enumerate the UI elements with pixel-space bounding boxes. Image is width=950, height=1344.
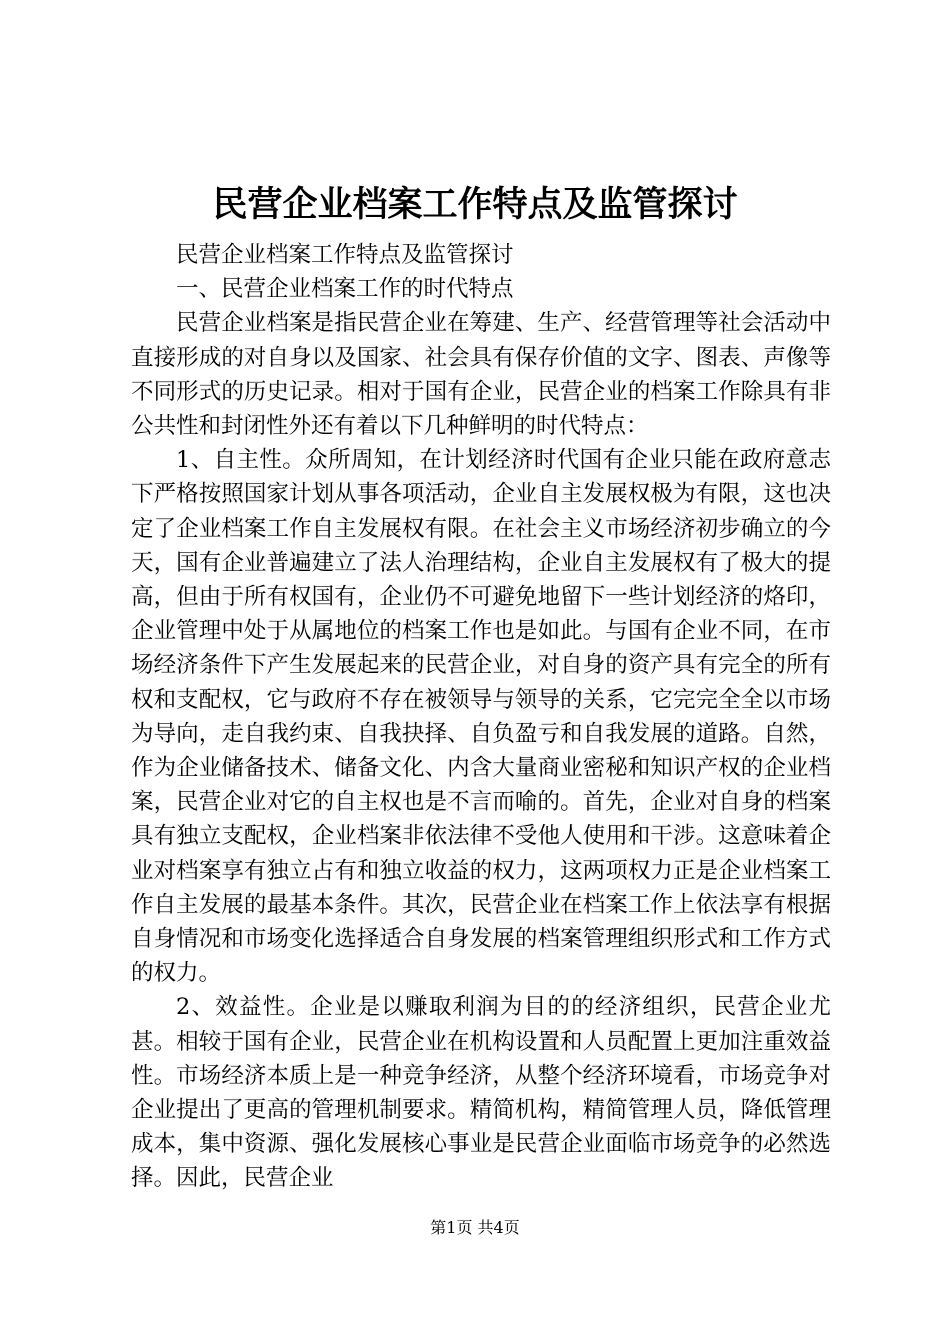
document-subtitle: 民营企业档案工作特点及监管探讨 — [176, 242, 514, 268]
page-number-footer: 第1页 共4页 — [430, 1218, 520, 1237]
section-heading: 一、民营企业档案工作的时代特点 — [176, 276, 514, 303]
document-body — [131, 238, 831, 1196]
document-title: 民营企业档案工作特点及监管探讨 — [212, 184, 738, 225]
paragraph-intro: 民营企业档案是指民营企业在筹建、生产、经营管理等社会活动中直接形成的对自身以及国家、社会具有保存价值的文字、图表、声像等不同形式的历史记录。相对于国有企业，民营企业的档案工作除具有非公共性和封闭性外还有着以下几种鲜明的时代特点： — [131, 310, 831, 440]
paragraph-efficiency: 2、效益性。企业是以赚取利润为目的的经济组织，民营企业尤甚。相较于国有企业，民营企业在机构设置和人员配置上更加注重效益性。市场经济本质上是一种竞争经济，从整个经济环境看，市场竞争对企业提出了更高的管理机制要求。精简机构，精简管理人员，降低管理成本，集中资源、强化发展核心事业是民营企业面临市场竞争的必然选择。因此，民营企业 — [131, 994, 831, 1192]
paragraph-autonomy: 1、自主性。众所周知，在计划经济时代国有企业只能在政府意志下严格按照国家计划从事各项活动，企业自主发展权极为有限，这也决定了企业档案工作自主发展权有限。在社会主义市场经济初步确立的今天，国有企业普遍建立了法人治理结构，企业自主发展权有了极大的提高，但由于所有权国有，企业仍不可避免地留下一些计划经济的烙印，企业管理中处于从属地位的档案工作也是如此。与国有企业不同，在市场经济条件下产生发展起来的民营企业，对自身的资产具有完全的所有权和支配权，它与政府不存在被领导与领导的关系，它完完全全以市场为导向，走自我约束、自我抉择、自负盈亏和自我发展的道路。自然，作为企业储备技术、储备文化、内含大量商业密秘和知识产权的企业档案，民营企业对它的自主权也是不言而喻的。首先，企业对自身的档案具有独立支配权，企业档案非依法律不受他人使用和干涉。这意味着企业对档案享有独立占有和独立收益的权力，这两项权力正是企业档案工作自主发展的最基本条件。其次，民营企业在档案工作上依法享有根据自身情况和市场变化选择适合自身发展的档案管理组织形式和工作方式的权力。 — [131, 447, 831, 987]
